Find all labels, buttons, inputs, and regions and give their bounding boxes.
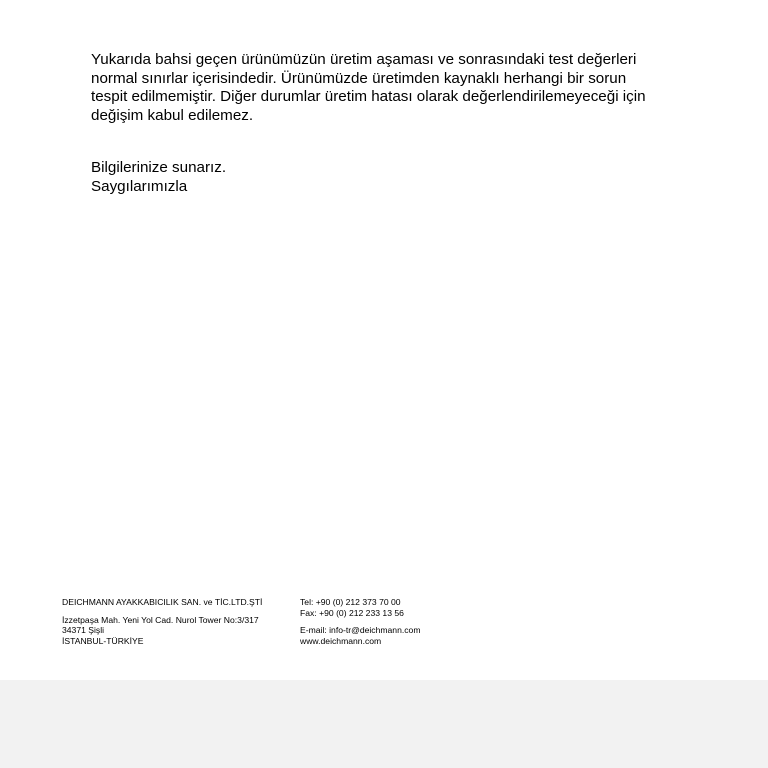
letter-body-line: Yukarıda bahsi geçen ürünümüzün üretim aşaması ve sonrasındaki test değerleri: [91, 51, 637, 68]
letter-paragraph: [91, 51, 711, 125]
closing-line: Saygılarımızla: [91, 178, 188, 195]
closing-line: Bilgilerinize sunarız.: [91, 159, 227, 176]
letter-body: [91, 51, 711, 125]
letter-body-line: normal sınırlar içerisindedir. Ürünümüzde üretimden kaynaklı herhangi bir sorun: [91, 69, 627, 87]
letter-body-line: değişim kabul edilemez.: [91, 106, 254, 124]
footer-website: www.deichmann.com: [300, 635, 382, 646]
footer-tel: Tel: +90 (0) 212 373 70 00: [300, 597, 401, 607]
footer-contact-block: [300, 597, 420, 646]
letter-closing: [91, 158, 226, 196]
footer-email: E-mail: info-tr@deichmann.com: [300, 625, 421, 636]
footer-address-line: 34371 Şişli: [62, 625, 105, 636]
letter-body-line: tespit edilmemiştir. Diğer durumlar üretim hatası olarak değerlendirilemeyeceği için: [91, 88, 646, 106]
footer-address-line: İSTANBUL-TÜRKİYE: [62, 635, 144, 646]
footer-company-name: DEICHMANN AYAKKABICILIK SAN. ve TİC.LTD.ŞTİ: [62, 597, 263, 607]
footer-company-block: [62, 597, 262, 646]
footer-address-line: İzzetpaşa Mah. Yeni Yol Cad. Nurol Tower No:3/317: [62, 614, 259, 625]
viewer-background: [0, 680, 768, 768]
footer-fax: Fax: +90 (0) 212 233 13 56: [300, 607, 404, 618]
